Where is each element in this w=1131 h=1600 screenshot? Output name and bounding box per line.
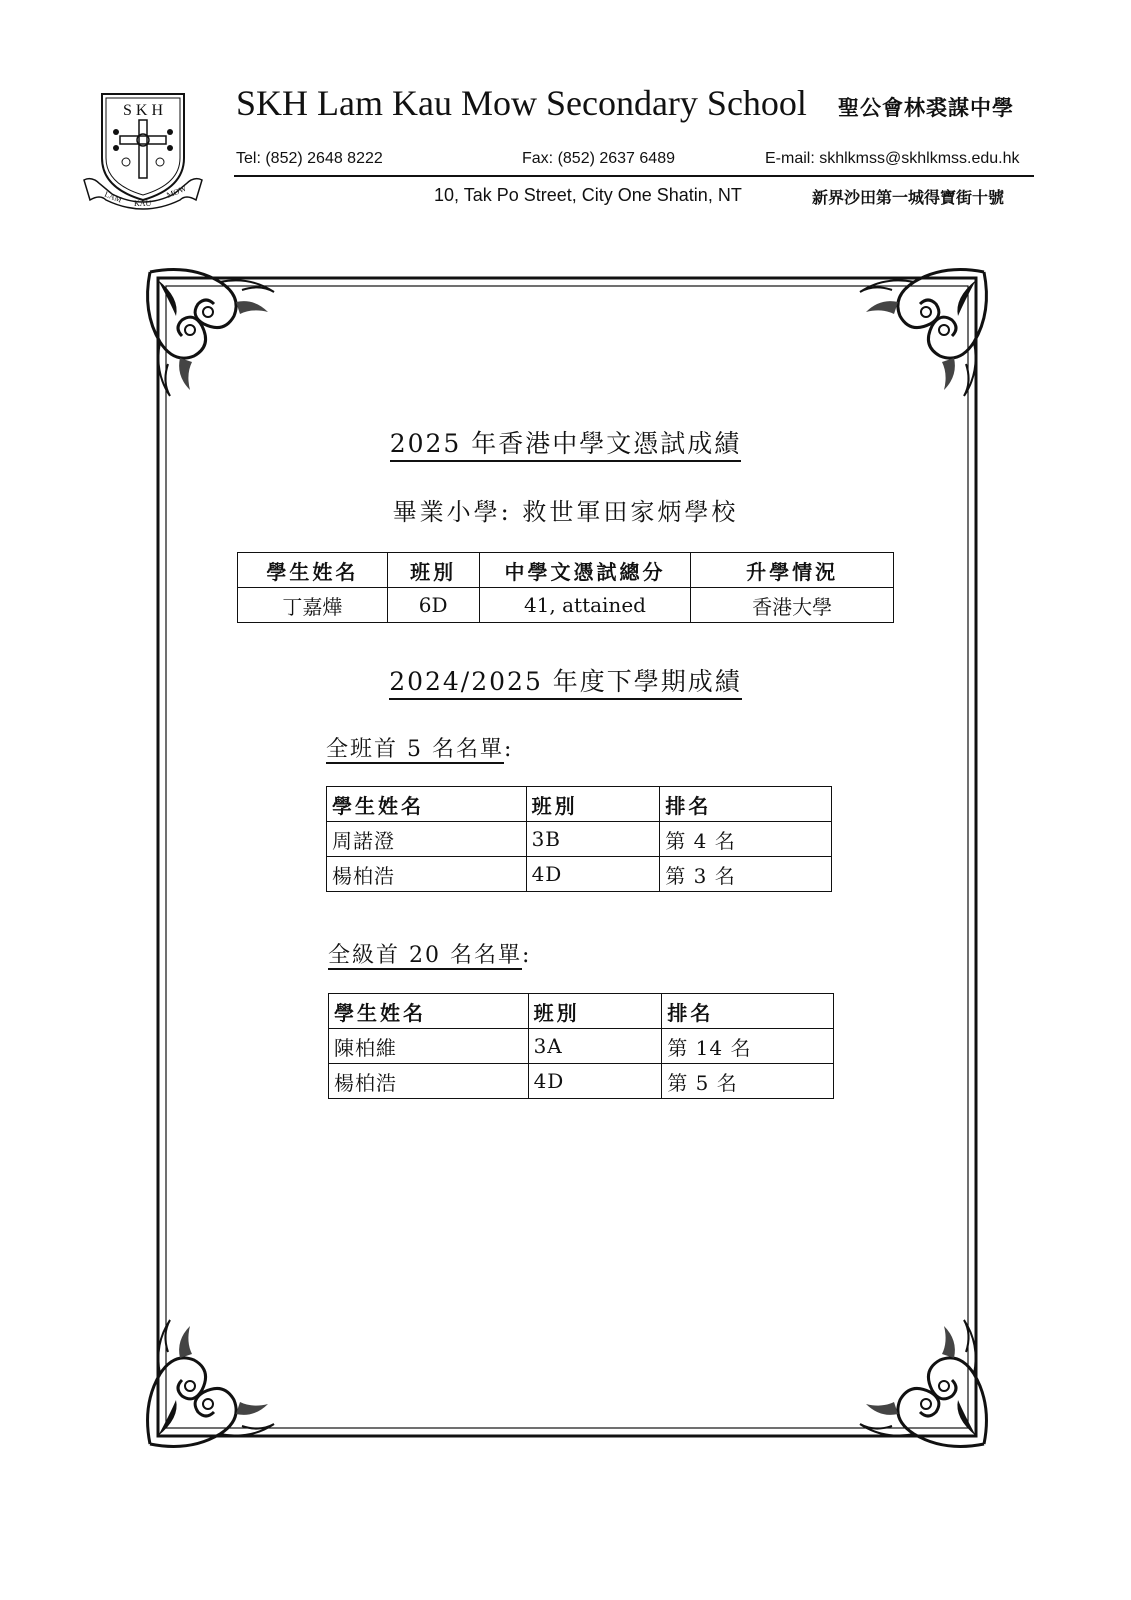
header-rank: 排名	[660, 787, 832, 822]
cell-student-name: 周諾澄	[327, 822, 527, 857]
header-class: 班別	[528, 994, 662, 1029]
class-top5-colon: :	[503, 737, 514, 762]
cell-rank: 第 3 名	[660, 857, 832, 892]
table-row	[329, 1029, 834, 1064]
header-student-name: 學生姓名	[329, 994, 529, 1029]
telephone: Tel: (852) 2648 8222	[236, 150, 383, 167]
class-top5-heading	[326, 732, 513, 763]
school-name-en: SKH Lam Kau Mow Secondary School	[236, 83, 807, 123]
cell-student-name: 楊柏浩	[329, 1064, 529, 1099]
address-zh: 新界沙田第一城得寶街十號	[812, 188, 1005, 207]
address-en: 10, Tak Po Street, City One Shatin, NT	[434, 185, 742, 205]
dse-title-text: 2025 年香港中學文憑試成績	[390, 429, 742, 462]
header-dse-total: 中學文憑試總分	[479, 553, 691, 588]
table-row	[329, 1064, 834, 1099]
cell-dse-total: 41, attained	[479, 588, 691, 623]
table-header-row	[327, 787, 832, 822]
fax: Fax: (852) 2637 6489	[522, 150, 675, 167]
cell-rank: 第 14 名	[662, 1029, 834, 1064]
dse-results-table	[237, 552, 894, 623]
svg-text:MOW: MOW	[165, 183, 188, 200]
form-top20-heading	[328, 938, 531, 969]
header-student-name: 學生姓名	[327, 787, 527, 822]
cell-class: 3A	[528, 1029, 662, 1064]
cell-rank: 第 5 名	[662, 1064, 834, 1099]
header-class: 班別	[387, 553, 479, 588]
class-top5-heading-text: 全班首 5 名名單	[326, 737, 504, 762]
cell-class: 4D	[528, 1064, 662, 1099]
dse-title	[0, 424, 1131, 460]
school-name-zh: 聖公會林裘謀中學	[838, 96, 1014, 120]
svg-text:KAU: KAU	[134, 199, 152, 208]
email: E-mail: skhlkmss@skhlkmss.edu.hk	[765, 150, 1020, 167]
table-row	[238, 588, 894, 623]
cell-student-name: 楊柏浩	[327, 857, 527, 892]
cell-class: 6D	[387, 588, 479, 623]
form-top20-heading-text: 全級首 20 名名單	[328, 943, 522, 968]
header-admission: 升學情況	[691, 553, 894, 588]
table-header-row	[238, 553, 894, 588]
table-row	[327, 857, 832, 892]
cell-class: 3B	[526, 822, 660, 857]
cell-class: 4D	[526, 857, 660, 892]
cell-student-name: 陳柏維	[329, 1029, 529, 1064]
header-class: 班別	[526, 787, 660, 822]
cell-student-name: 丁嘉燁	[238, 588, 388, 623]
form-top20-colon: :	[521, 943, 532, 968]
cell-admission: 香港大學	[691, 588, 894, 623]
class-top5-table	[326, 786, 832, 892]
svg-text:LAM: LAM	[103, 189, 124, 205]
term-title	[0, 662, 1131, 698]
table-header-row	[329, 994, 834, 1029]
header-student-name: 學生姓名	[238, 553, 388, 588]
primary-school-line: 畢業小學: 救世軍田家炳學校	[392, 498, 739, 526]
table-row	[327, 822, 832, 857]
form-top20-table	[328, 993, 834, 1099]
header-rank: 排名	[662, 994, 834, 1029]
cell-rank: 第 4 名	[660, 822, 832, 857]
svg-text:S K H: S K H	[122, 102, 164, 119]
term-title-text: 2024/2025 年度下學期成績	[389, 667, 742, 700]
